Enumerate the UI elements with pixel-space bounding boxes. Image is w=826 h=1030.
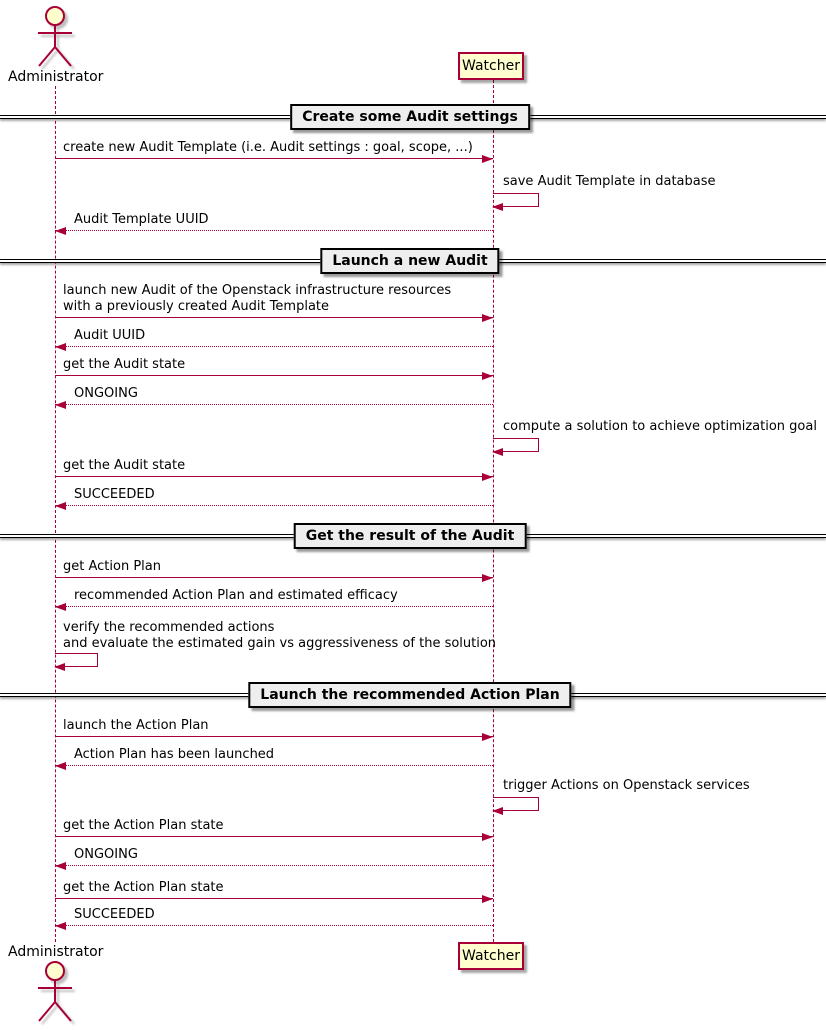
- arrow-line: [55, 505, 493, 506]
- message-reply: [55, 588, 493, 607]
- actor-label: Administrator: [8, 69, 104, 85]
- arrowhead-left-icon: [55, 401, 66, 409]
- arrow-line: [55, 158, 493, 159]
- message-request: [55, 458, 493, 477]
- actor-administrator-top: [0, 0, 120, 90]
- message-label: ONGOING: [74, 847, 138, 862]
- arrowhead-right-icon: [482, 574, 493, 582]
- arrow-line: [55, 346, 493, 347]
- message-reply: [55, 212, 493, 231]
- self-loop-icon: [55, 653, 98, 667]
- message-label: SUCCEEDED: [74, 487, 155, 502]
- message-label: save Audit Template in database: [503, 174, 716, 189]
- message-request: [55, 880, 493, 899]
- divider-label: Get the result of the Audit: [294, 523, 527, 549]
- message-label: with a previously created Audit Template: [63, 299, 330, 314]
- message-label: trigger Actions on Openstack services: [503, 778, 750, 793]
- arrowhead-right-icon: [482, 314, 493, 322]
- arrowhead-left-icon: [55, 922, 66, 930]
- arrowhead-left-icon: [492, 807, 503, 815]
- divider-label: Create some Audit settings: [290, 104, 530, 130]
- participant-watcher-bottom: Watcher: [458, 942, 524, 970]
- arrowhead-left-icon: [55, 862, 66, 870]
- message-reply: [55, 747, 493, 766]
- actor-icon: [25, 959, 85, 1025]
- message-label: recommended Action Plan and estimated efficacy: [74, 588, 398, 603]
- divider-label: Launch the recommended Action Plan: [248, 682, 571, 708]
- arrow-line: [55, 404, 493, 405]
- arrowhead-left-icon: [492, 448, 503, 456]
- arrow-line: [55, 865, 493, 866]
- message-self: [493, 174, 716, 207]
- message-request: [55, 357, 493, 376]
- message-reply: [55, 386, 493, 405]
- divider-label: Launch a new Audit: [320, 248, 499, 274]
- arrowhead-left-icon: [54, 663, 65, 671]
- message-label: Action Plan has been launched: [74, 747, 275, 762]
- message-self: [55, 620, 496, 667]
- message-request: [55, 559, 493, 578]
- arrowhead-left-icon: [55, 502, 66, 510]
- message-label: and evaluate the estimated gain vs aggressiveness of the solution: [63, 636, 497, 651]
- message-label: create new Audit Template (i.e. Audit settings : goal, scope, ...): [63, 140, 473, 155]
- message-label: get the Audit state: [63, 357, 186, 372]
- actor-administrator-bottom: [0, 940, 120, 1030]
- message-self: [493, 778, 750, 811]
- actor-icon: [25, 4, 85, 70]
- self-loop-icon: [493, 797, 539, 811]
- message-label: SUCCEEDED: [74, 907, 155, 922]
- message-request: [55, 818, 493, 837]
- message-label: verify the recommended actions: [63, 620, 275, 635]
- self-loop-icon: [493, 193, 539, 207]
- message-label: get the Audit state: [63, 458, 186, 473]
- arrow-line: [55, 577, 493, 578]
- participant-watcher-top: Watcher: [458, 52, 524, 80]
- message-request: [55, 283, 493, 318]
- arrow-line: [55, 765, 493, 766]
- actor-label: Administrator: [8, 944, 104, 960]
- message-label: launch the Action Plan: [63, 718, 209, 733]
- arrowhead-left-icon: [55, 762, 66, 770]
- arrowhead-left-icon: [55, 227, 66, 235]
- message-label: Audit UUID: [74, 328, 146, 343]
- arrow-line: [55, 898, 493, 899]
- arrow-line: [55, 476, 493, 477]
- arrow-line: [55, 317, 493, 318]
- arrowhead-left-icon: [492, 203, 503, 211]
- arrowhead-right-icon: [482, 833, 493, 841]
- arrowhead-right-icon: [482, 895, 493, 903]
- arrow-line: [55, 736, 493, 737]
- message-label: get the Action Plan state: [63, 880, 224, 895]
- message-label: launch new Audit of the Openstack infrastructure resources: [63, 283, 452, 298]
- message-label: get Action Plan: [63, 559, 161, 574]
- arrowhead-left-icon: [55, 343, 66, 351]
- message-label: Audit Template UUID: [74, 212, 209, 227]
- message-reply: [55, 328, 493, 347]
- message-label: get the Action Plan state: [63, 818, 224, 833]
- message-request: [55, 140, 493, 159]
- message-reply: [55, 487, 493, 506]
- self-loop-icon: [493, 438, 539, 452]
- arrow-line: [55, 836, 493, 837]
- arrowhead-right-icon: [482, 155, 493, 163]
- arrowhead-right-icon: [482, 372, 493, 380]
- message-label: compute a solution to achieve optimization goal: [503, 419, 817, 434]
- arrow-line: [55, 925, 493, 926]
- arrowhead-left-icon: [55, 603, 66, 611]
- arrow-line: [55, 230, 493, 231]
- message-reply: [55, 847, 493, 866]
- arrow-line: [55, 606, 493, 607]
- message-reply: [55, 907, 493, 926]
- message-self: [493, 419, 817, 452]
- message-request: [55, 718, 493, 737]
- arrowhead-right-icon: [482, 733, 493, 741]
- message-label: ONGOING: [74, 386, 138, 401]
- arrow-line: [55, 375, 493, 376]
- arrowhead-right-icon: [482, 473, 493, 481]
